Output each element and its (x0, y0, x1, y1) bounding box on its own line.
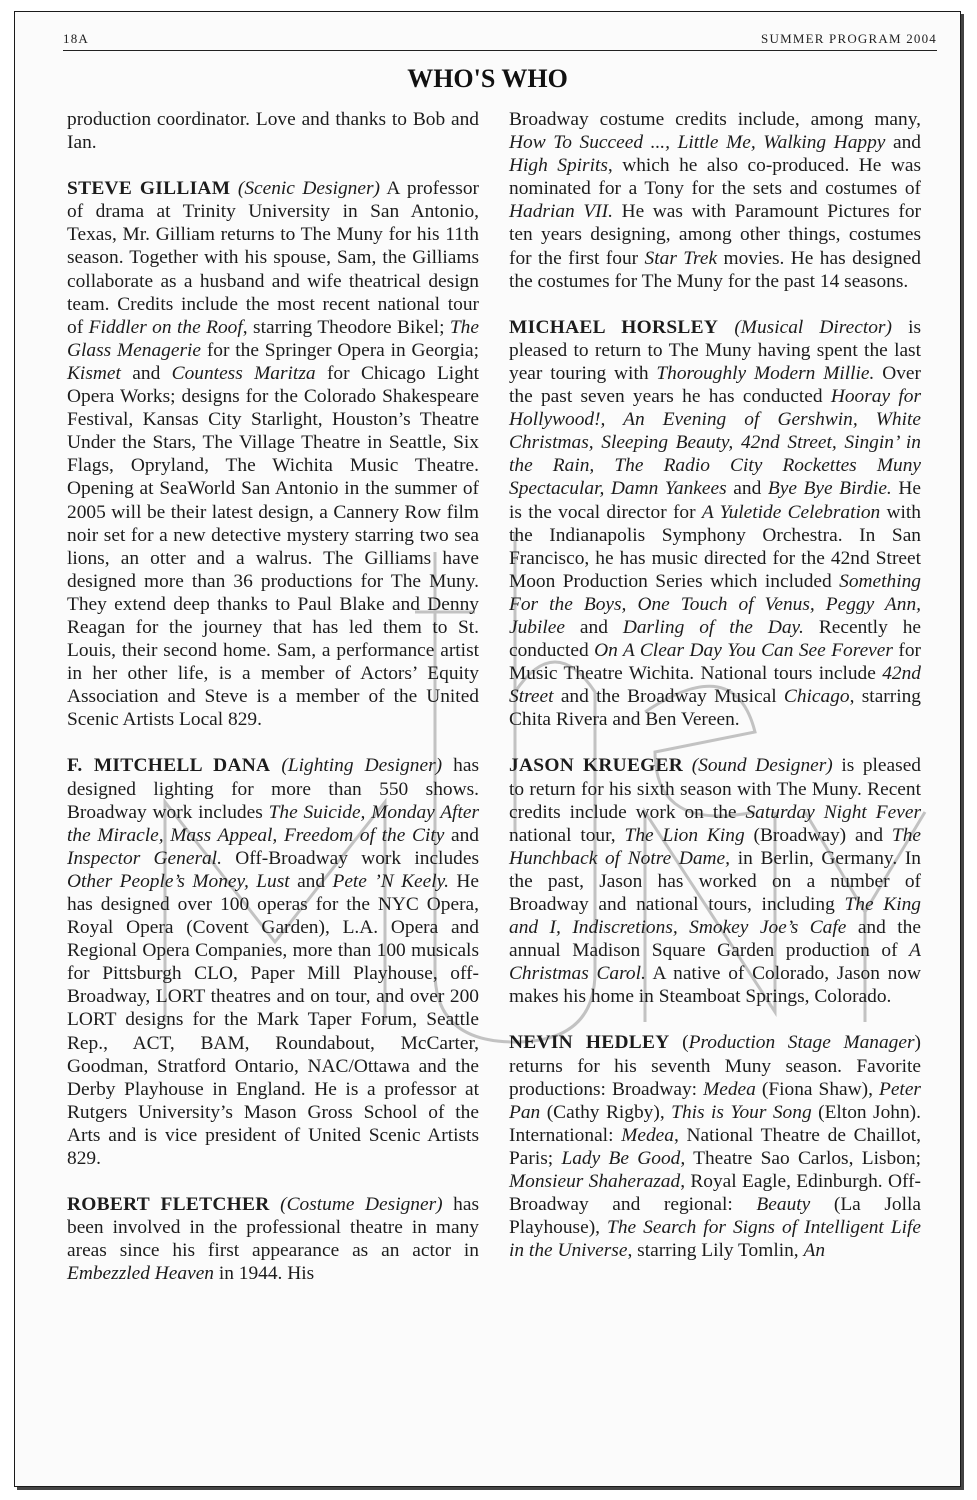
page-header (63, 28, 937, 51)
bio-name: MICHAEL HORSLEY (509, 316, 719, 338)
bio-role: (Costume Designer) (280, 1194, 443, 1216)
bio-name: ROBERT FLETCHER (67, 1194, 270, 1216)
bio-role: (Scenic Designer) (237, 178, 380, 200)
right-column (509, 108, 921, 1285)
bio-name: NEVIN HEDLEY (509, 1032, 670, 1054)
bio-role: (Lighting Designer) (281, 755, 443, 777)
bio-continuation: production coordinator. Love and thanks to Bob and Ian. (67, 109, 479, 154)
bio-name: F. MITCHELL DANA (67, 755, 271, 777)
bio-nevin-hedley: NEVIN HEDLEY (Production Stage Manager) returns for his seventh Muny season. Favorite productions: Broadway: Medea (Fiona Shaw), Peter Pan (Cathy Rigby), This is Your Song (Elton John). International: Medea, National Theatre de Chaillot, Paris; Lady Be Good, Theatre Sao Carlos, Lisbon; Monsieur Shaherazad, Royal Eagle, Edinburgh. Off-Broadway and regional: Beauty (La Jolla Playhouse), The Search for Signs of Intelligent Life in the Universe, starring Lily Tomlin, An (509, 1032, 921, 1262)
bio-role: Production Stage Manager (688, 1032, 915, 1054)
page-frame (14, 11, 961, 1487)
page-number: 18A (63, 31, 89, 46)
bio-jason-krueger: JASON KRUEGER (Sound Designer) is pleased to return for his sixth season with The Muny. Recent credits include work on the Saturday Night Fever national tour, The Lion King (Broadway) and The Hunchback of Notre Dame, in Berlin, Germany. In the past, Jason has worked on a number of Broadway and national tours, including The King and I, Indiscretions, Smokey Joe’s Cafe and the annual Madison Square Garden production of A Christmas Carol. A native of Colorado, Jason now makes his home in Steamboat Springs, Colorado. (509, 755, 921, 1008)
bio-role: (Sound Designer) (691, 755, 833, 777)
bio-f-mitchell-dana: F. MITCHELL DANA (Lighting Designer) has designed lighting for more than 550 shows. Broadway work includes The Suicide, Monday After the Miracle, Mass Appeal, Freedom of the City and Inspector General. Off-Broadway work includes Other People’s Money, Lust and Pete ’N Keely. He has designed over 100 operas for the NYC Opera, Royal Opera (Covent Garden), L.A. Opera and Regional Opera Companies, more than 100 musicals for Pittsburgh CLO, Paper Mill Playhouse, off-Broadway, LORT theatres and on tour, and over 200 LORT designs for the Mark Taper Forum, Seattle Rep., ACT, BAM, Roundabout, McCarter, Goodman, Stratford Ontario, NAC/Ottawa and the Derby Playhouse in England. He is a professor at Rutgers University’s Mason Gross School of the Arts and is vice president of United Scenic Artists 829. (67, 755, 479, 1170)
page-title: WHO'S WHO (407, 64, 568, 93)
bio-michael-horsley: MICHAEL HORSLEY (Musical Director) is pleased to return to The Muny having spent the last year touring with Thoroughly Modern Millie. Over the past seven years he has conducted Hooray for Hollywood!, An Evening of Gershwin, White Christmas, Sleeping Beauty, 42nd Street, Singin’ in the Rain, The Radio City Rockettes Muny Spectacular, Damn Yankees and Bye Bye Birdie. He is the vocal director for A Yuletide Celebration with the Indianapolis Symphony Orchestra. In San Francisco, he has music directed for the 42nd Street Moon Production Series which included Something For the Boys, One Touch of Venus, Peggy Ann, Jubilee and Darling of the Day. Recently he conducted On A Clear Day You Can See Forever for Music Theatre Wichita. National tours include 42nd Street and the Broadway Musical Chicago, starring Chita Rivera and Ben Vereen. (509, 316, 922, 731)
bio-steve-gilliam: STEVE GILLIAM (Scenic Designer) A professor of drama at Trinity University in San Antonio, Texas, Mr. Gilliam returns to The Muny for his 11th season. Together with his spouse, Sam, the Gilliams collaborate as a husband and wife theatrical design team. Credits include the most recent national tour of Fiddler on the Roof, starring Theodore Bikel; The Glass Menagerie for the Springer Opera in Georgia; Kismet and Countess Maritza for Chicago Light Opera Works; designs for the Colorado Shakespeare Festival, Kansas City Starlight, Houston’s Theatre Under the Stars, The Village Theatre in Seattle, Six Flags, Opryland, The Wichita Music Theatre. Opening at SeaWorld San Antonio in the summer of 2005 will be their latest design, a Cannery Row film noir set for a new detective mystery starring two sea lions, an otter and a walrus. The Gilliams have designed more than 36 productions for The Muny. They extend deep thanks to Paul Blake and Denny Reagan for the journey that has led them to St. Louis, their second home. Sam, a performance artist in her other life, is a member of Actors’ Equity Association and Steve is a member of the United Scenic Artists Local 829. (67, 178, 479, 731)
bio-name: STEVE GILLIAM (67, 178, 231, 200)
bio-robert-fletcher-continued: Broadway costume credits include, among many, How To Succeed ..., Little Me, Walking Happy and High Spirits, which he also co-produced. He was nominated for a Tony for the sets and costumes of Hadrian VII. He was with Paramount Pictures for ten years designing, among other things, costumes for the first four Star Trek movies. He has designed the costumes for The Muny for the past 14 seasons. (509, 109, 922, 292)
bio-name: JASON KRUEGER (509, 755, 684, 777)
bio-role: (Musical Director) (734, 316, 892, 338)
left-column (67, 108, 479, 1309)
program-name: SUMMER PROGRAM 2004 (761, 31, 937, 46)
bio-robert-fletcher: ROBERT FLETCHER (Costume Designer) has been involved in the professional theatre in many areas since his first appearance as an actor in Embezzled Heaven in 1944. His (67, 1194, 480, 1285)
